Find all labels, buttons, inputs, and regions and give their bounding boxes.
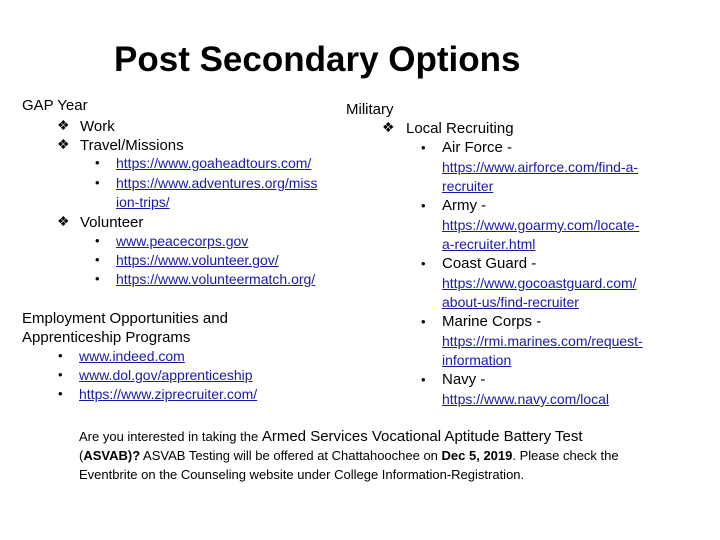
branch-navy: Navy - <box>442 371 486 388</box>
bullet-icon: • <box>95 175 100 190</box>
employment-heading-line2: Apprenticeship Programs <box>22 329 191 346</box>
page-title: Post Secondary Options <box>114 40 521 79</box>
bullet-icon: • <box>421 140 426 155</box>
bullet-icon: • <box>95 271 100 286</box>
employment-link-dol[interactable]: www.dol.gov/apprenticeship <box>79 367 253 383</box>
travel-item: Travel/Missions <box>80 137 184 154</box>
note-date: Dec 5, 2019 <box>441 448 513 463</box>
volunteer-link-peacecorps[interactable]: www.peacecorps.gov <box>116 233 249 249</box>
bullet-icon: • <box>421 256 426 271</box>
note-bold-2: ASVAB)? <box>83 448 141 463</box>
bullet-icon: • <box>58 367 63 382</box>
note-bold-1: Armed Services Vocational Aptitude Battery Test <box>261 428 583 445</box>
bullet-icon: • <box>421 372 426 387</box>
marine-corps-link[interactable]: https://rmi.marines.com/request- <box>442 333 643 349</box>
note-text-1: Are you interested in taking the <box>79 429 262 444</box>
bullet-icon: • <box>95 233 100 248</box>
diamond-bullet-icon: ❖ <box>382 119 395 135</box>
volunteer-item: Volunteer <box>80 214 144 231</box>
bullet-icon: • <box>58 386 63 401</box>
marine-corps-link-cont[interactable]: information <box>442 352 512 368</box>
air-force-link-cont[interactable]: recruiter <box>442 178 494 194</box>
army-link-cont[interactable]: a-recruiter.html <box>442 236 536 252</box>
bullet-icon: • <box>58 348 63 363</box>
diamond-bullet-icon: ❖ <box>57 213 70 229</box>
coast-guard-link[interactable]: https://www.gocoastguard.com/ <box>442 275 637 291</box>
volunteer-link-volunteergov[interactable]: https://www.volunteer.gov/ <box>116 252 279 268</box>
navy-link[interactable]: https://www.navy.com/local <box>442 391 610 407</box>
military-heading: Military <box>346 101 394 118</box>
branch-air-force: Air Force - <box>442 139 513 156</box>
bullet-icon: • <box>95 252 100 267</box>
work-item: Work <box>80 118 115 135</box>
travel-link-adventures[interactable]: https://www.adventures.org/miss <box>116 175 318 191</box>
branch-marine-corps: Marine Corps - <box>442 313 542 330</box>
employment-link-ziprecruiter[interactable]: https://www.ziprecruiter.com/ <box>79 386 258 402</box>
travel-link-goahead[interactable]: https://www.goaheadtours.com/ <box>116 155 312 171</box>
bullet-icon: • <box>421 314 426 329</box>
local-recruiting-item: Local Recruiting <box>406 120 514 137</box>
diamond-bullet-icon: ❖ <box>57 117 70 133</box>
employment-heading: Employment Opportunities and <box>22 310 228 327</box>
note-text-2: ( <box>79 448 84 463</box>
gap-year-heading: GAP Year <box>22 97 88 114</box>
employment-link-indeed[interactable]: www.indeed.com <box>79 348 185 364</box>
diamond-bullet-icon: ❖ <box>57 136 70 152</box>
volunteer-link-volunteermatch[interactable]: https://www.volunteermatch.org/ <box>116 271 316 287</box>
army-link[interactable]: https://www.goarmy.com/locate- <box>442 217 640 233</box>
air-force-link[interactable]: https://www.airforce.com/find-a- <box>442 159 639 175</box>
bullet-icon: • <box>421 198 426 213</box>
note-text-4: . Please check the Eventbrite on the Counseling website under College Information-Registration. <box>79 448 619 482</box>
travel-link-adventures-cont[interactable]: ion-trips/ <box>116 194 170 210</box>
branch-coast-guard: Coast Guard - <box>442 255 537 272</box>
asvab-note <box>79 427 679 484</box>
branch-army: Army - <box>442 197 487 214</box>
coast-guard-link-cont[interactable]: about-us/find-recruiter <box>442 294 579 310</box>
note-text-3: ASVAB Testing will be offered at Chattahoochee on <box>140 448 442 463</box>
bullet-icon: • <box>95 155 100 170</box>
